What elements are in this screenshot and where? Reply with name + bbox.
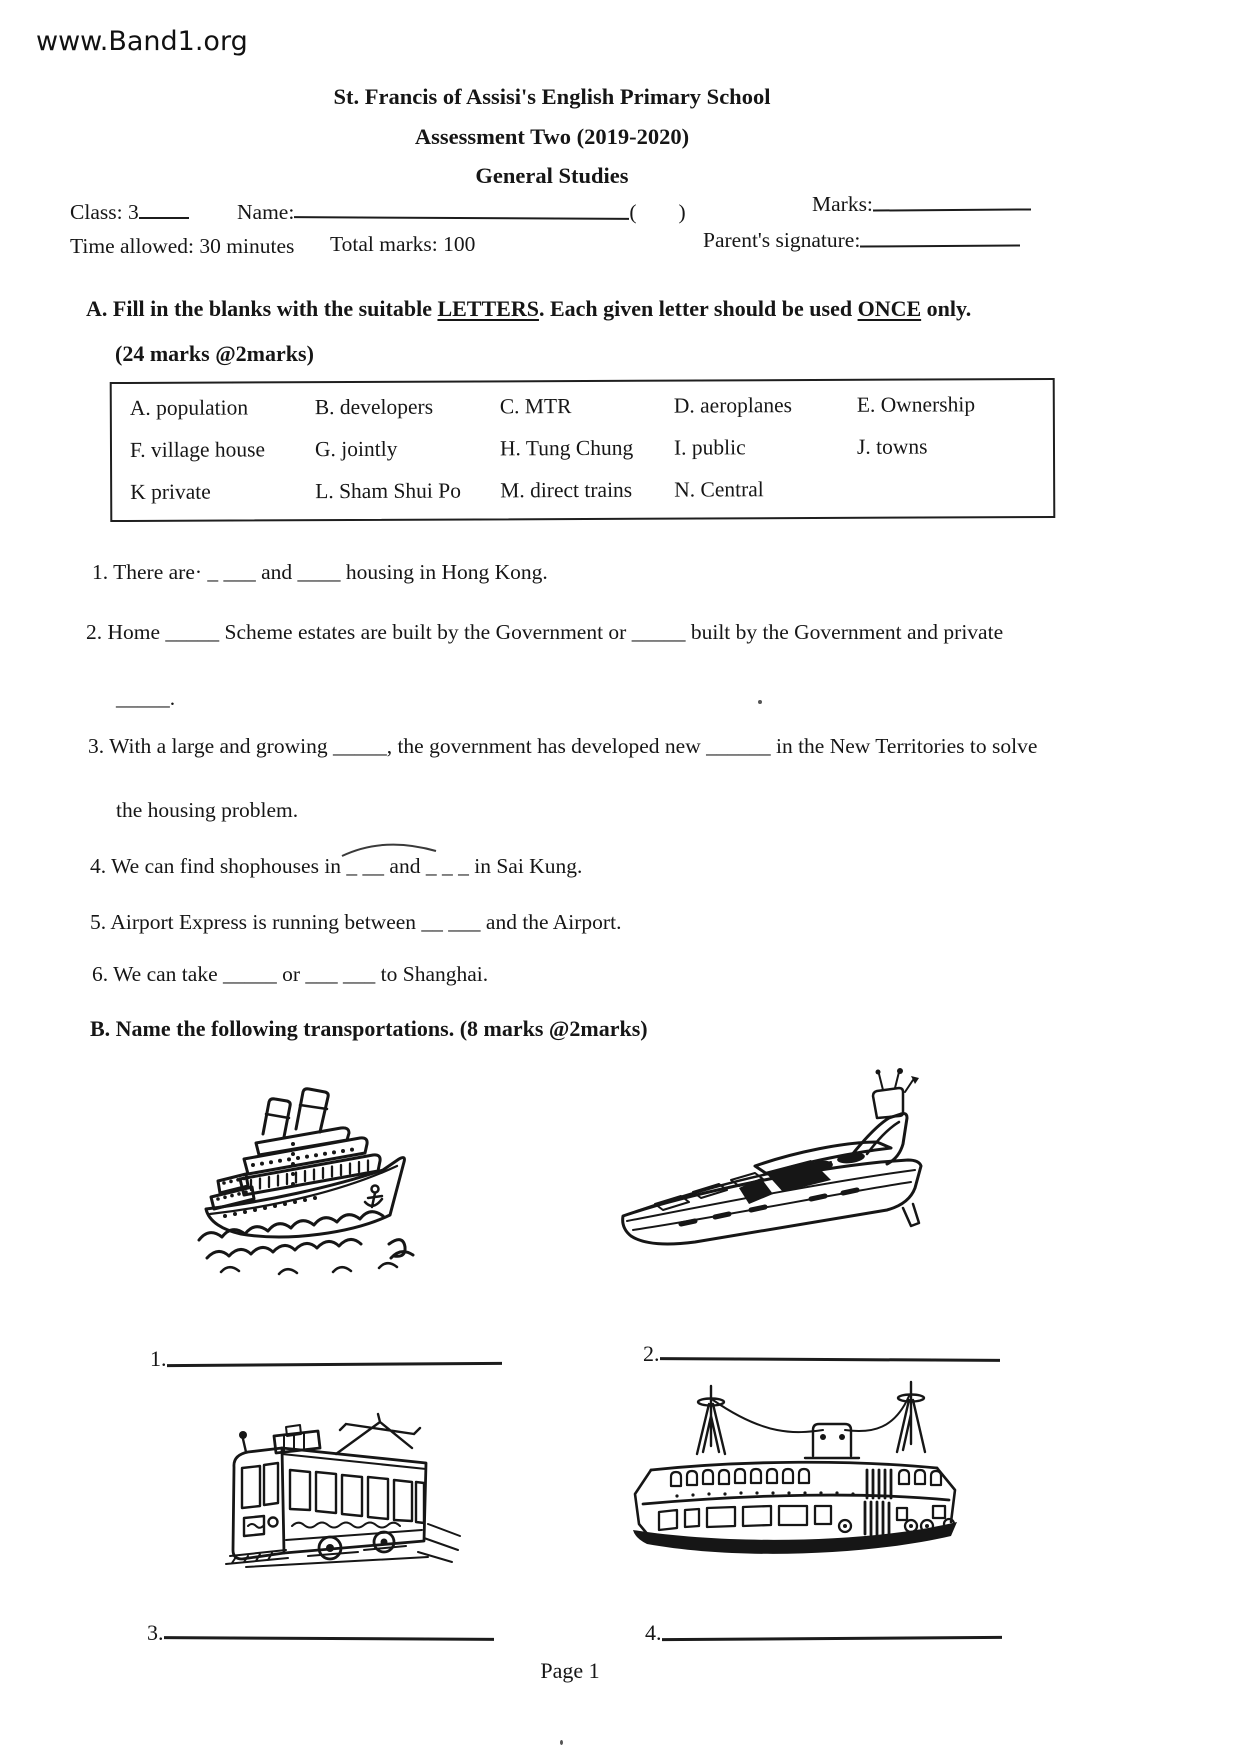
- word-bank-item: M. direct trains: [500, 477, 633, 503]
- class-label: Class: 3: [70, 200, 139, 224]
- section-a-heading-prefix: A. Fill in the blanks with the suitable: [86, 296, 438, 321]
- cruise-ship-illustration: [193, 1086, 428, 1276]
- answer-line-1: [150, 1346, 502, 1372]
- word-bank-row: [112, 476, 1053, 510]
- question-4: 4. We can find shophouses in _ __ and _ _ _ in Sai Kung.: [90, 854, 583, 878]
- scan-speck: [560, 1740, 563, 1745]
- section-a-heading-suffix: only.: [921, 296, 972, 321]
- name-field: [237, 200, 686, 225]
- answer-blank: [166, 1361, 501, 1367]
- parent-signature-field: [703, 228, 1020, 253]
- word-bank-item: A. population: [129, 395, 249, 420]
- answer-line-3: [147, 1620, 494, 1646]
- word-bank-item: F. village house: [129, 437, 266, 462]
- subject-title: General Studies: [475, 163, 629, 188]
- word-bank-box: [110, 378, 1056, 522]
- star-ferry-illustration: [615, 1374, 970, 1570]
- class-no-paren-close: ): [678, 200, 686, 224]
- answer-blank: [659, 1356, 999, 1362]
- tram-illustration: [188, 1410, 463, 1570]
- answer-line-2: [643, 1341, 1000, 1367]
- section-a-heading-once: ONCE: [857, 296, 922, 321]
- word-bank-item: I. public: [673, 435, 746, 460]
- name-label: Name:: [237, 200, 295, 224]
- pencil-mark: [338, 834, 442, 860]
- question-2-cont: _____.: [116, 686, 176, 710]
- word-bank-item: J. towns: [856, 434, 928, 459]
- scan-speck: [758, 700, 762, 704]
- question-6: 6. We can take _____ or ___ ___ to Shanghai.: [92, 962, 489, 986]
- answer-number: 1.: [150, 1346, 167, 1371]
- question-3: 3. With a large and growing _____, the government has developed new ______ in the New Territories to solve: [88, 734, 1038, 758]
- word-bank-row: [112, 392, 1053, 426]
- watermark: www.Band1.org: [36, 26, 248, 57]
- word-bank-item: G. jointly: [314, 436, 398, 462]
- time-allowed: Time allowed: 30 minutes: [70, 234, 295, 258]
- page-number: Page 1: [540, 1658, 600, 1683]
- word-bank-item: N. Central: [674, 477, 764, 502]
- section-a-heading-letters: LETTERS: [437, 296, 539, 321]
- answer-number: 3.: [147, 1620, 164, 1645]
- word-bank-item: D. aeroplanes: [673, 393, 793, 418]
- section-b-heading: B. Name the following transportations. (8 marks @2marks): [90, 1016, 648, 1041]
- word-bank-item: E. Ownership: [856, 392, 976, 417]
- question-3-cont: the housing problem.: [116, 798, 299, 822]
- school-name: St. Francis of Assisi's English Primary School: [333, 84, 771, 109]
- word-bank-item: K private: [130, 479, 211, 504]
- word-bank-item: C. MTR: [499, 394, 572, 419]
- name-blank: [294, 214, 629, 220]
- word-bank-item: B. developers: [314, 394, 434, 420]
- answer-blank: [163, 1635, 493, 1641]
- marks-blank: [873, 206, 1031, 211]
- class-field: [70, 200, 189, 225]
- class-no-paren-open: (: [629, 200, 637, 224]
- class-blank: [139, 215, 189, 219]
- word-bank-row: [112, 434, 1053, 468]
- yacht-illustration: [615, 1066, 935, 1251]
- answer-number: 4.: [645, 1620, 662, 1645]
- parent-signature-blank: [860, 242, 1020, 247]
- section-a-marks-note: (24 marks @2marks): [115, 341, 314, 366]
- marks-field: [812, 192, 1031, 217]
- question-5: 5. Airport Express is running between __ ___ and the Airport.: [90, 910, 622, 934]
- assessment-title: Assessment Two (2019-2020): [414, 124, 690, 149]
- answer-line-4: [645, 1620, 1002, 1646]
- section-a-heading: [86, 296, 971, 322]
- question-2: 2. Home _____ Scheme estates are built by the Government or _____ built by the Government and private: [86, 620, 1004, 644]
- section-a-heading-middle: . Each given letter should be used: [538, 296, 858, 321]
- total-marks: Total marks: 100: [330, 232, 476, 256]
- word-bank-item: H. Tung Chung: [499, 435, 634, 461]
- parent-signature-label: Parent's signature:: [703, 228, 861, 252]
- answer-blank: [661, 1635, 1001, 1641]
- marks-label: Marks:: [812, 192, 873, 216]
- question-1: 1. There are· _ ___ and ____ housing in Hong Kong.: [92, 560, 548, 584]
- word-bank-item: L. Sham Shui Po: [315, 478, 461, 504]
- answer-number: 2.: [643, 1341, 660, 1366]
